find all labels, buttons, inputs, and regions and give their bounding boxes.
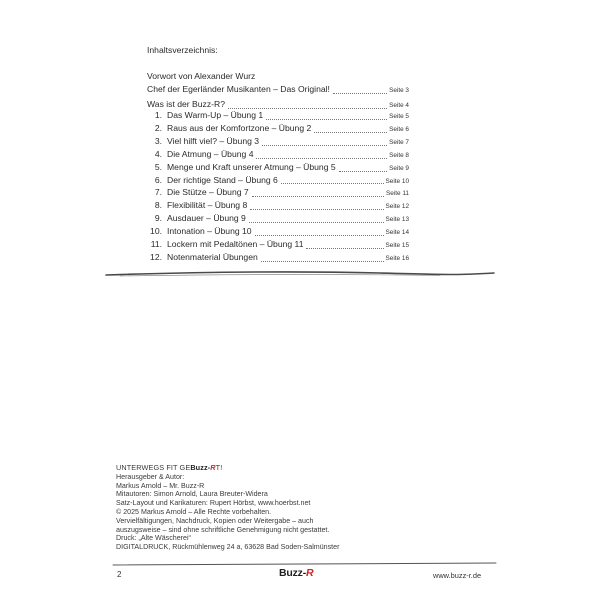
toc-item-page: Seite 15 [385,242,409,250]
toc-item-number: 5. [154,161,162,172]
footer-logo-text: Buzz- [279,567,306,579]
toc-item-number: 11. [150,239,162,250]
toc-item-title: Notenmaterial Übungen [167,251,258,262]
imprint-series-title [116,464,416,473]
toc-item-number: 8. [154,200,162,211]
toc-item-title: Der richtige Stand – Übung 6 [167,174,278,185]
toc-item-number: 1. [154,110,162,120]
imprint-line: © 2025 Markus Arnold – Alle Rechte vorbehalten. [116,507,272,516]
toc-item-number: 2. [154,122,162,133]
toc-item-page: Seite 14 [385,229,409,237]
imprint-line: DIGITALDRUCK, Rückmühlenweg 24 a, 63628 Bad Soden-Salmünster [116,543,340,552]
series-prefix: UNTERWEGS FIT GE [116,463,191,472]
imprint-line: auszugsweise – sind ohne schriftliche Genehmigung nicht gestattet. [116,525,330,534]
toc-item-page: Seite 8 [389,151,409,159]
imprint-line: Satz-Layout und Karikaturen: Rupert Hörbst, www.hoerbst.net [116,499,311,508]
toc-row-page: Seite 3 [389,87,409,95]
toc-item-page: Seite 12 [385,203,409,211]
toc-item-page: Seite 13 [385,216,409,224]
toc-item-title: Lockern mit Pedaltönen – Übung 11 [167,239,304,250]
imprint-line: Herausgeber & Autor: [116,472,185,481]
toc-row-page: Seite 4 [389,101,409,109]
footer-logo [279,567,313,579]
toc-item-number: 10. [150,226,162,237]
imprint-block [116,464,416,552]
toc-item-title: Flexibilität – Übung 8 [167,200,248,211]
toc-foreword-title: Vorwort von Alexander Wurz [147,71,256,81]
toc-heading: Inhaltsverzeichnis: [147,45,218,55]
toc-item-title: Raus aus der Komfortzone – Übung 2 [167,122,312,133]
toc-item-title: Intonation – Übung 10 [167,226,252,237]
imprint-line: Mitautoren: Simon Arnold, Laura Breuter-Widera [116,490,268,499]
series-brand-r: R [210,463,216,472]
footer-url: www.buzz-r.de [433,571,482,580]
toc-item-page: Seite 7 [389,138,409,146]
toc-row-title: Chef der Egerländer Musikanten – Das Original! [147,84,330,95]
toc-item-title: Menge und Kraft unserer Atmung – Übung 5 [167,161,336,172]
imprint-line: Markus Arnold – Mr. Buzz-R [116,481,205,490]
toc-item-number: 7. [154,187,162,198]
page-number: 2 [117,570,122,579]
toc-item-page: Seite 10 [385,177,409,185]
toc-item-number: 9. [154,213,162,224]
toc-item-number: 6. [154,174,162,185]
series-brand: Buzz- [190,463,211,472]
imprint-line: Druck: „Alte Wäscherei“ [116,534,191,543]
toc-item-number: 12. [150,251,162,262]
toc-item-title: Ausdauer – Übung 9 [167,213,246,224]
toc-item-title: Viel hilft viel? – Übung 3 [167,135,260,146]
toc-item-page: Seite 9 [389,164,409,172]
toc-row-title: Was ist der Buzz-R? [147,98,225,109]
toc-item-title: Die Stütze – Übung 7 [167,187,249,198]
toc-item-page: Seite 16 [385,254,409,262]
toc-item-page: Seite 11 [386,190,409,198]
imprint-line: Vervielfältigungen, Nachdruck, Kopien oder Weitergabe – auch [116,516,314,525]
footer-logo-r: R [306,567,314,579]
toc-item-page: Seite 6 [389,125,409,133]
toc-item-title: Die Atmung – Übung 4 [167,148,254,159]
toc-item-page: Seite 5 [389,113,409,120]
series-suffix: T! [215,463,223,472]
toc-item-number: 4. [154,148,162,159]
toc-item-title: Das Warm-Up – Übung 1 [167,110,264,120]
toc-item-number: 3. [154,135,162,146]
